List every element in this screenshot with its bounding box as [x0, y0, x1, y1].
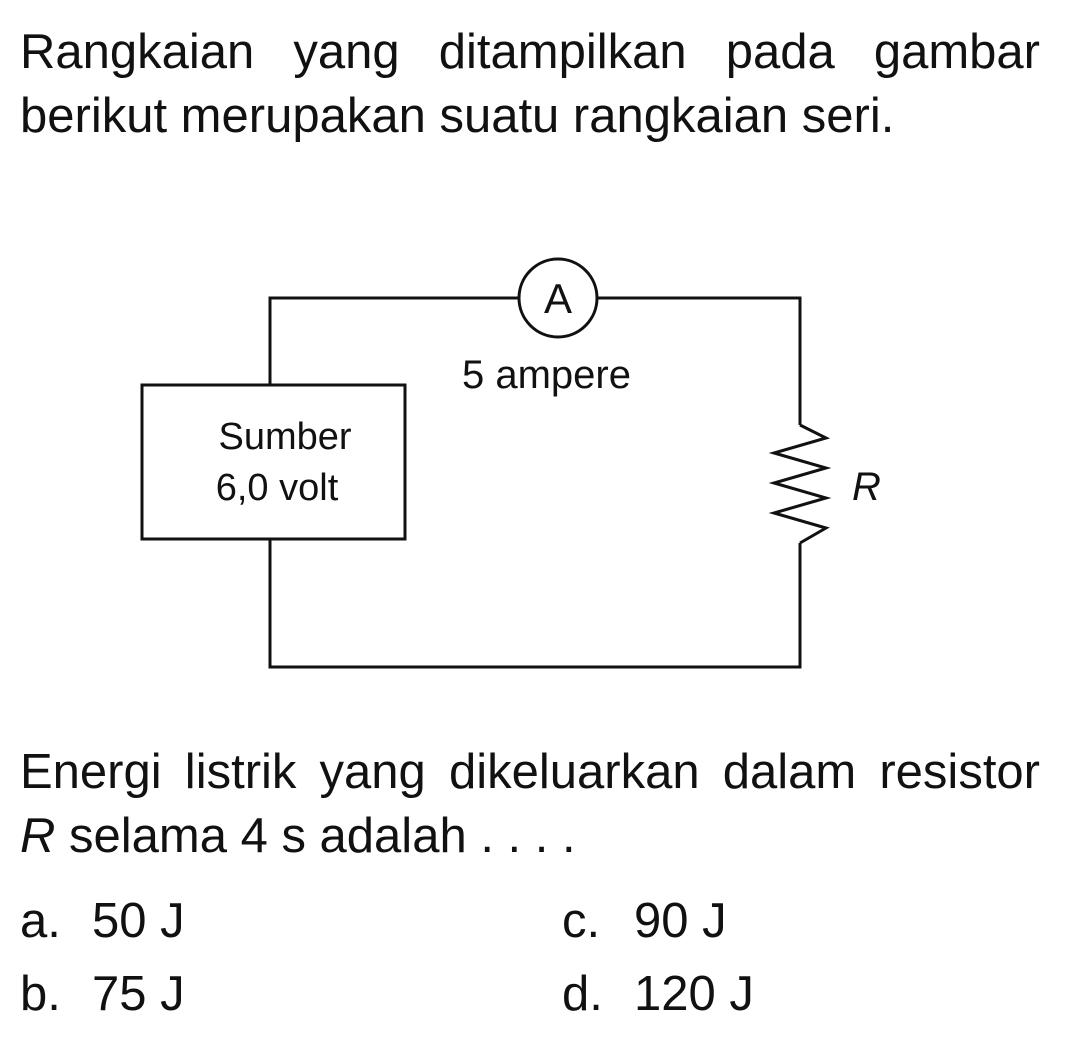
resistor-symbol [774, 425, 826, 543]
source-label-line1: Sumber [218, 416, 352, 458]
problem-intro: Rangkaian yang ditampilkan pada gambar berikut merupakan suatu rangkaian seri. [20, 25, 1040, 143]
question-part1: Energi listrik yang dikeluarkan dalam resistor [20, 745, 1040, 799]
bottom-wire [270, 539, 800, 667]
option-c-text: 90 J [634, 894, 727, 948]
question-variable: R [20, 809, 56, 863]
option-b-letter: b. [20, 967, 61, 1021]
ammeter-symbol: A [543, 275, 573, 322]
option-b-text: 75 J [92, 967, 185, 1021]
option-d-text: 120 J [634, 967, 754, 1021]
option-c[interactable] [562, 893, 727, 949]
option-a-letter: a. [20, 894, 61, 948]
option-d-letter: d. [562, 967, 603, 1021]
source-box [142, 385, 405, 539]
option-c-letter: c. [562, 894, 601, 948]
option-a-text: 50 J [92, 894, 185, 948]
question-text [20, 740, 1040, 868]
option-d[interactable] [562, 966, 754, 1022]
source-label-line2: 6,0 volt [215, 467, 339, 509]
question-part2: selama 4 s adalah . . . . [55, 809, 576, 863]
option-a[interactable] [20, 893, 185, 949]
current-label: 5 ampere [462, 353, 631, 397]
resistor-label: R [852, 465, 881, 509]
option-b[interactable] [20, 966, 185, 1022]
